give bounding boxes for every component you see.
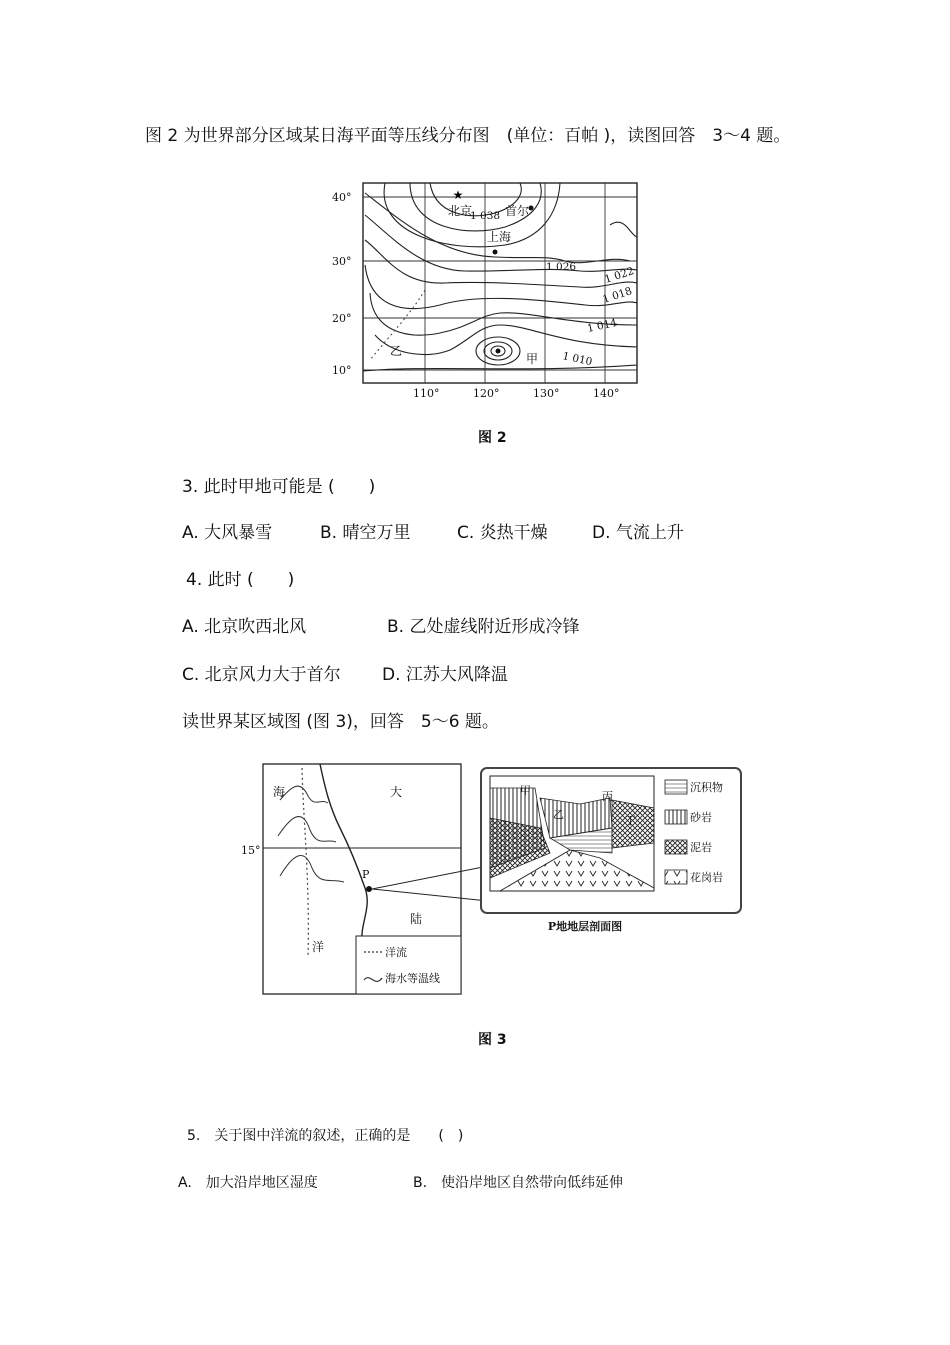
map-label-da: 大 xyxy=(390,785,403,799)
lon-label: 130° xyxy=(533,387,560,400)
isobar-label: 1 018 xyxy=(601,285,634,306)
question-4-stem: 4. 此时 ( ) xyxy=(186,570,295,590)
legend-granite: 花岗岩 xyxy=(690,871,723,884)
q4-option-b[interactable]: B. 乙处虚线附近形成冷锋 xyxy=(387,617,580,637)
place-beijing: 北京 xyxy=(448,204,473,218)
legend-sandstone: 砂岩 xyxy=(690,811,712,824)
section-label-bing: 丙 xyxy=(602,790,613,803)
figure-caption: 图 3 xyxy=(478,1032,507,1048)
q5-option-a[interactable]: A. 加大沿岸地区湿度 xyxy=(178,1175,318,1191)
figure-caption: 图 2 xyxy=(478,430,507,446)
lat-label: 30° xyxy=(332,255,352,268)
place-yi: 乙 xyxy=(390,344,403,358)
place-shanghai: 上海 xyxy=(487,230,512,244)
q5-option-b[interactable]: B. 使沿岸地区自然带向低纬延伸 xyxy=(413,1175,624,1191)
question-3-stem: 3. 此时甲地可能是 ( ) xyxy=(182,477,376,497)
section-title: P地地层剖面图 xyxy=(547,920,623,933)
isobar-label: 1 014 xyxy=(586,316,619,335)
isobar-label: 1 038 xyxy=(470,210,501,222)
q3-option-b[interactable]: B. 晴空万里 xyxy=(320,523,411,543)
q4-option-c[interactable]: C. 北京风力大于首尔 xyxy=(182,665,341,685)
question-5-stem: 5. 关于图中洋流的叙述，正确的是 ( ) xyxy=(187,1128,464,1144)
lat-label: 10° xyxy=(332,364,352,377)
map-label-sea: 海 xyxy=(273,785,286,799)
legend-mudstone: 泥岩 xyxy=(690,841,712,854)
isobar-label: 1 010 xyxy=(561,350,594,369)
svg-text:★: ★ xyxy=(452,188,464,202)
lon-label: 110° xyxy=(413,387,440,400)
q3-option-d[interactable]: D. 气流上升 xyxy=(592,523,684,543)
lat-label: 40° xyxy=(332,191,352,204)
region-map xyxy=(240,758,745,998)
lat-label: 20° xyxy=(332,312,352,325)
map-label-p: P xyxy=(362,868,370,881)
q3-option-c[interactable]: C. 炎热干燥 xyxy=(457,523,548,543)
lon-label: 140° xyxy=(593,387,620,400)
place-jia: 甲 xyxy=(526,352,539,366)
map-label-lu: 陆 xyxy=(410,912,423,926)
map-label-lat15: 15° xyxy=(241,844,261,857)
intro-text-fig3: 读世界某区域图 (图 3)，回答 5～6 题。 xyxy=(182,712,499,732)
legend-isotherm: 海水等温线 xyxy=(385,972,440,985)
map-label-yang: 洋 xyxy=(312,940,325,954)
place-seoul: 首尔 xyxy=(505,204,530,218)
isobar-map xyxy=(330,175,650,405)
legend-current: 洋流 xyxy=(385,946,407,959)
section-label-ding: 丁 xyxy=(625,814,636,827)
intro-text-fig2: 图 2 为世界部分区域某日海平面等压线分布图 (单位：百帕 )，读图回答 3～4 题。 xyxy=(145,126,791,146)
isobar-label: 1 022 xyxy=(603,265,636,286)
section-label-jia: 甲 xyxy=(520,784,531,797)
lon-label: 120° xyxy=(473,387,500,400)
legend-sediment: 沉积物 xyxy=(690,781,723,794)
isobar-label: 1 026 xyxy=(546,261,577,273)
q4-option-a[interactable]: A. 北京吹西北风 xyxy=(182,617,307,637)
q4-option-d[interactable]: D. 江苏大风降温 xyxy=(382,665,508,685)
section-label-yi: 乙 xyxy=(553,808,564,821)
q3-option-a[interactable]: A. 大风暴雪 xyxy=(182,523,273,543)
